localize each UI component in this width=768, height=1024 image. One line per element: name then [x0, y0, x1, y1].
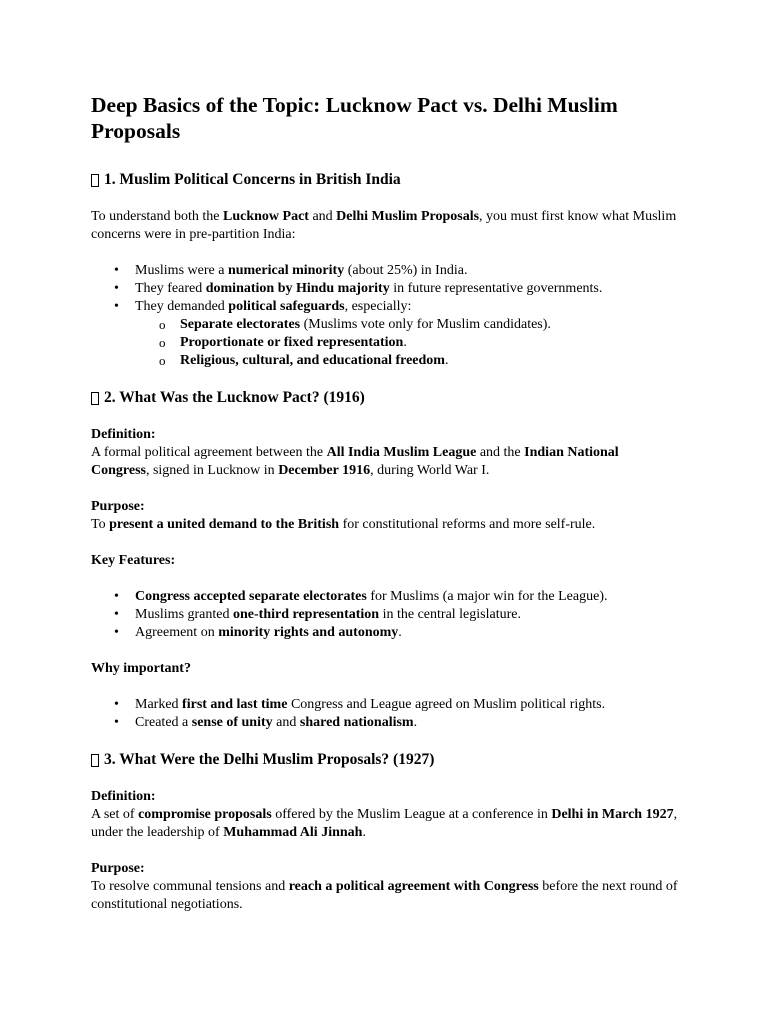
- section-1-heading-text: 1. Muslim Political Concerns in British India: [104, 171, 401, 188]
- list-item: • Congress accepted separate electorates for Muslims (a major win for the League).: [135, 588, 678, 606]
- list-item: • They feared domination by Hindu majority in future representative governments.: [135, 280, 678, 298]
- section-2-definition: Definition: A formal political agreement between the All India Muslim League and the Indian National Congress, signed in Lucknow in December 1916, during World War I.: [91, 426, 678, 480]
- section-3-heading-text: 3. What Were the Delhi Muslim Proposals? (1927): [104, 751, 435, 768]
- purpose-label: Purpose:: [91, 861, 145, 876]
- list-item: • Agreement on minority rights and autonomy.: [135, 624, 678, 642]
- why-important-label: Why important?: [91, 661, 191, 676]
- section-1-intro: To understand both the Lucknow Pact and Delhi Muslim Proposals, you must first know what Muslim concerns were in pre-partition India:: [91, 209, 677, 242]
- section-3-definition: Definition: A set of compromise proposals offered by the Muslim League at a conference in Delhi in March 1927, under the leadership of Muhammad Ali Jinnah.: [91, 789, 678, 840]
- key-features-label: Key Features:: [91, 553, 176, 568]
- list-item: • Muslims granted one-third representation in the central legislature.: [135, 606, 678, 624]
- list-item: • They demanded political safeguards, especially: o Separate electorates (Muslims vote only for Muslim candidates). o Proportionate or fixed representation. o Religious, cultural, and educational freedom.: [135, 298, 678, 370]
- list-item: o Separate electorates (Muslims vote only for Muslim candidates).: [180, 316, 678, 334]
- section-2-purpose: Purpose: To present a united demand to the British for constitutional reforms and more self-rule.: [91, 498, 678, 534]
- missing-glyph-icon: [91, 754, 99, 767]
- list-item: • Marked first and last time Congress and League agreed on Muslim political rights.: [135, 696, 678, 714]
- document-title: Deep Basics of the Topic: Lucknow Pact vs. Delhi Muslim Proposals: [91, 93, 618, 143]
- section-3-purpose: Purpose: To resolve communal tensions and reach a political agreement with Congress before the next round of constitutional negotiations.: [91, 861, 678, 912]
- list-item: • Muslims were a numerical minority (about 25%) in India.: [135, 262, 678, 280]
- missing-glyph-icon: [91, 174, 99, 187]
- section-2-heading-text: 2. What Was the Lucknow Pact? (1916): [104, 389, 365, 406]
- section-3-heading: [91, 750, 678, 770]
- list-item: o Proportionate or fixed representation.: [180, 334, 678, 352]
- section-2-heading: [91, 388, 678, 408]
- definition-label: Definition:: [91, 789, 156, 804]
- list-item: • Created a sense of unity and shared nationalism.: [135, 714, 678, 732]
- section-1-sub-list: [135, 316, 678, 370]
- section-1-bullet-list: [91, 262, 678, 370]
- why-important-list: [91, 696, 678, 732]
- purpose-label: Purpose:: [91, 499, 145, 514]
- definition-label: Definition:: [91, 427, 156, 442]
- section-1-heading: [91, 170, 678, 190]
- missing-glyph-icon: [91, 392, 99, 405]
- list-item: o Religious, cultural, and educational freedom.: [180, 352, 678, 370]
- key-features-list: [91, 588, 678, 642]
